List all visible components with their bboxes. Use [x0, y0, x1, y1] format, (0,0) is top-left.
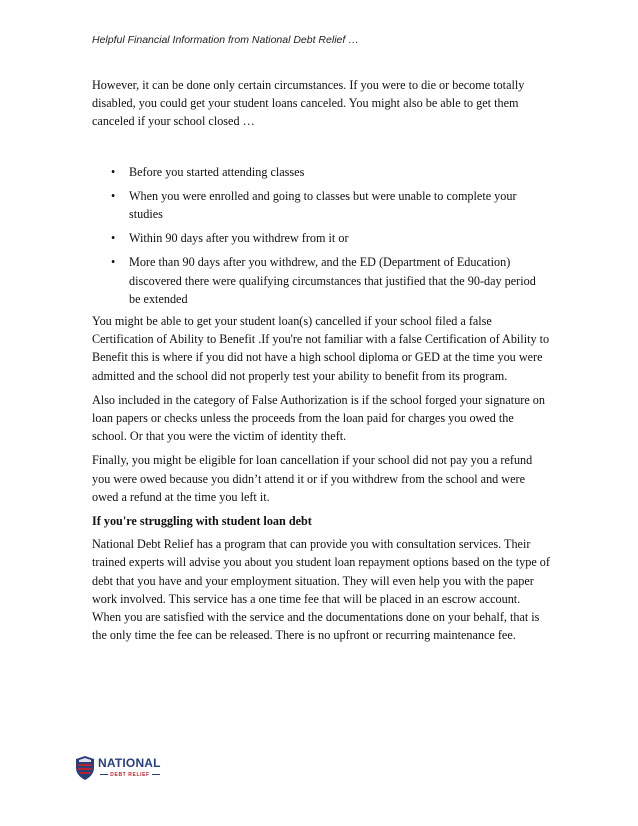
logo-wordmark: NATIONAL [98, 756, 161, 770]
shield-flag-icon [74, 755, 96, 781]
list-item-text: When you were enrolled and going to classes but were unable to complete your studies [129, 188, 517, 222]
bullet-glyph: • [111, 164, 116, 179]
false-authorization-paragraph: Also included in the category of False Authorization is if the school forged your signature on loan papers or checks unless the proceeds from the loan paid for charges you owed the school. Or that you were the victim of identity theft. [92, 392, 545, 444]
logo-subtitle: DEBT RELIEF [98, 772, 162, 778]
document-body [92, 76, 550, 650]
running-header: Helpful Financial Information from National Debt Relief … [92, 34, 359, 46]
list-item-text: Before you started attending classes [129, 164, 305, 179]
bullet-glyph: • [111, 188, 116, 203]
section-paragraph: National Debt Relief has a program that can provide you with consultation services. Their trained experts will advise you about you student loan repayment options based on the type of debt that you have and your employment situation. They will even help you with the paper work involved. This service has a one time fee that will be placed in an escrow account. When you are satisfied with the service and the documentations done on your behalf, that is the only time the fee can be released. There is no upfront or recurring maintenance fee. [92, 537, 550, 643]
list-item [111, 187, 550, 223]
unpaid-refund-paragraph: Finally, you might be eligible for loan cancellation if your school did not pay you a refund you were owed because you didn’t attend it or if you withdrew from the school and were owed a refund at the time you left it. [92, 453, 533, 504]
list-item [111, 229, 550, 247]
section-heading: If you're struggling with student loan debt [92, 514, 312, 529]
list-item-text: More than 90 days after you withdrew, and the ED (Department of Education) discovered there were qualifying circumstances that justified that the 90-day period be extended [129, 255, 536, 306]
false-certification-paragraph: You might be able to get your student loan(s) cancelled if your school filed a false Certification of Ability to Benefit .If you're not familiar with a false Certification of Ability to Benefit this is where if you did not have a high school diploma or GED at the time you were admitted and the school did not properly test your ability to benefit from its program. [92, 314, 550, 383]
intro-paragraph: However, it can be done only certain circumstances. If you were to die or become totally disabled, you could get your student loans canceled. You might also be able to get them canceled if your school closed … [92, 78, 525, 129]
bullet-glyph: • [111, 255, 116, 270]
list-item-text: Within 90 days after you withdrew from it or [129, 231, 349, 246]
national-debt-relief-logo [74, 754, 168, 784]
closure-conditions-list [92, 163, 550, 308]
list-item [111, 253, 550, 308]
bullet-glyph: • [111, 231, 116, 246]
list-item [111, 163, 550, 181]
